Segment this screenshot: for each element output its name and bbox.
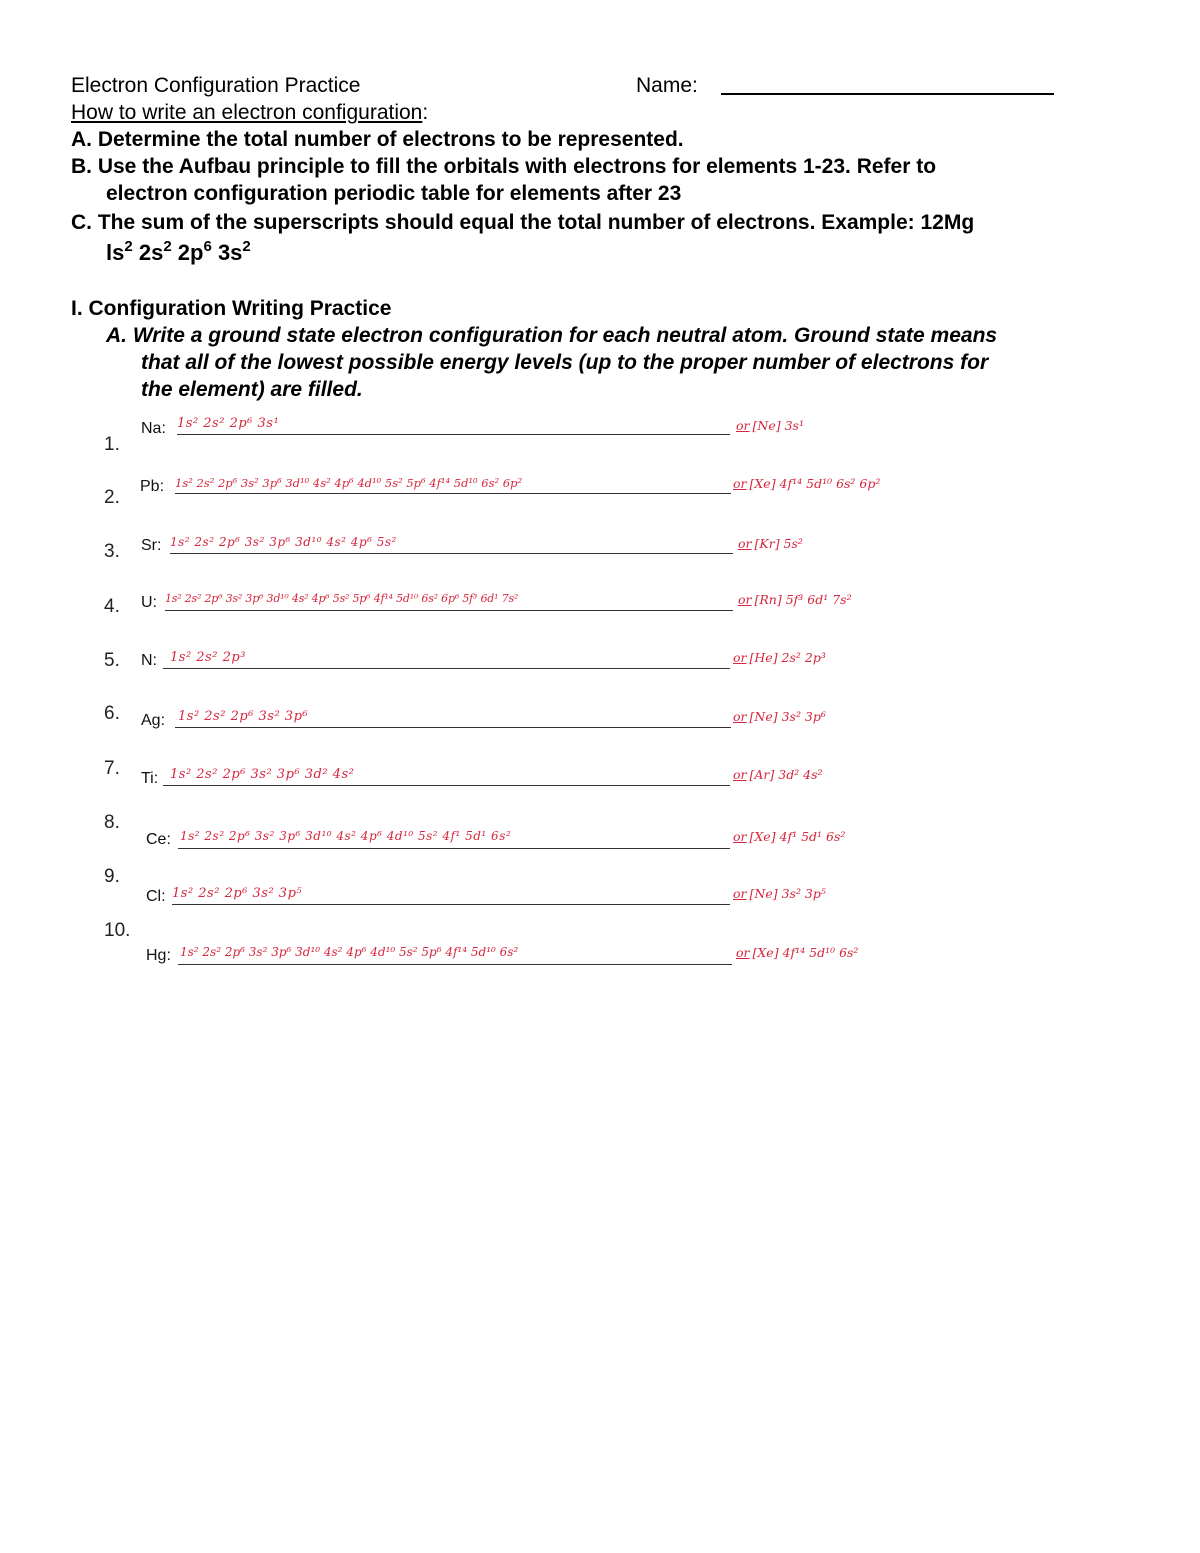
- shorthand-answer: [733, 476, 880, 491]
- element-label: Cl:: [146, 888, 166, 905]
- or-label: or: [733, 650, 747, 665]
- question-number: 6.: [104, 703, 120, 724]
- example-orbital: 3s: [217, 240, 243, 265]
- instruction-line2: that all of the lowest possible energy levels (up to the proper number of electrons for: [141, 351, 989, 374]
- question-number: 7.: [104, 758, 120, 779]
- element-label: Pb:: [140, 478, 165, 495]
- section-heading: I. Configuration Writing Practice: [71, 297, 392, 320]
- noble-gas-notation: [Xe] 4f¹ 5d¹ 6s²: [749, 829, 846, 844]
- question-row: [0, 476, 1200, 526]
- noble-gas-notation: [Kr] 5s²: [754, 536, 803, 551]
- answer-handwriting[interactable]: 1s² 2s² 2p⁶ 3s² 3p⁶: [178, 709, 309, 724]
- noble-gas-notation: [Ne] 3s² 3p⁵: [749, 886, 826, 901]
- question-row: [0, 535, 1200, 585]
- answer-handwriting[interactable]: 1s² 2s² 2p⁶ 3s² 3p⁵: [172, 886, 303, 901]
- step-b-line2: electron configuration periodic table for elements after 23: [106, 182, 682, 205]
- or-label: or: [733, 886, 747, 901]
- noble-gas-notation: [He] 2s² 2p³: [749, 650, 826, 665]
- answer-handwriting[interactable]: 1s² 2s² 2p⁶ 3s¹: [177, 416, 280, 431]
- question-row: [0, 650, 1200, 700]
- element-label: Ce:: [146, 831, 171, 848]
- how-to-heading: [71, 100, 428, 126]
- name-label: Name:: [636, 74, 698, 97]
- example-superscript: 2: [124, 237, 133, 255]
- question-row: [0, 703, 1200, 753]
- worksheet-title: Electron Configuration Practice: [71, 74, 361, 97]
- noble-gas-notation: [Ne] 3s¹: [752, 418, 804, 433]
- answer-line: [170, 553, 733, 554]
- question-row: [0, 758, 1200, 808]
- answer-handwriting[interactable]: 1s² 2s² 2p⁶ 3s² 3p⁶ 3d¹⁰ 4s² 4p⁶ 4d¹⁰ 5s² 5p⁶ 4f¹⁴ 5d¹⁰ 6s² 6p²: [175, 476, 523, 490]
- element-label: Na:: [141, 420, 166, 437]
- noble-gas-notation: [Xe] 4f¹⁴ 5d¹⁰ 6s² 6p²: [749, 476, 881, 491]
- question-number: 4.: [104, 596, 120, 617]
- shorthand-answer: [738, 536, 803, 551]
- answer-handwriting[interactable]: 1s² 2s² 2p³: [170, 650, 246, 665]
- shorthand-answer: [736, 945, 858, 960]
- answer-line: [175, 493, 731, 494]
- example-configuration: [106, 237, 251, 266]
- shorthand-answer: [733, 886, 826, 901]
- shorthand-answer: [733, 767, 823, 782]
- shorthand-answer: [736, 418, 804, 433]
- noble-gas-notation: [Rn] 5f³ 6d¹ 7s²: [754, 592, 852, 607]
- question-number: 10.: [104, 920, 131, 941]
- answer-handwriting[interactable]: 1s² 2s² 2p⁶ 3s² 3p⁶ 3d¹⁰ 4s² 4p⁶ 4d¹⁰ 5s² 4f¹ 5d¹ 6s²: [180, 829, 512, 843]
- question-number: 1.: [104, 434, 120, 455]
- how-to-heading-colon: :: [422, 101, 429, 124]
- question-row: [0, 866, 1200, 916]
- or-label: or: [733, 476, 747, 491]
- answer-line: [177, 434, 730, 435]
- question-row: [0, 418, 1200, 468]
- step-b-line1: B. Use the Aufbau principle to fill the orbitals with electrons for elements 1-23. Refer to: [71, 155, 937, 178]
- question-number: 8.: [104, 812, 120, 833]
- element-label: Ti:: [141, 770, 159, 787]
- answer-handwriting[interactable]: 1s² 2s² 2p⁶ 3s² 3p⁶ 3d¹⁰ 4s² 4p⁶ 4d¹⁰ 5s² 5p⁶ 4f¹⁴ 5d¹⁰ 6s²: [180, 945, 519, 959]
- or-label: or: [738, 592, 752, 607]
- step-a: A. Determine the total number of electrons to be represented.: [71, 128, 684, 151]
- example-orbital: 2p: [177, 240, 204, 265]
- answer-line: [178, 964, 732, 965]
- question-number: 9.: [104, 866, 120, 887]
- answer-handwriting[interactable]: 1s² 2s² 2p⁶ 3s² 3p⁶ 3d¹⁰ 4s² 4p⁶ 5s² 5p⁶ 4f¹⁴ 5d¹⁰ 6s² 6p⁶ 5f³ 6d¹ 7s²: [165, 592, 519, 605]
- shorthand-answer: [733, 829, 845, 844]
- element-label: N:: [141, 652, 157, 669]
- question-number: 3.: [104, 541, 120, 562]
- name-blank-line[interactable]: [721, 93, 1054, 95]
- instruction-line3: the element) are filled.: [141, 378, 363, 401]
- element-label: Hg:: [146, 947, 171, 964]
- example-superscript: 2: [242, 237, 251, 255]
- question-number: 2.: [104, 487, 120, 508]
- example-orbital: 2s: [138, 240, 164, 265]
- question-row: [0, 920, 1200, 970]
- or-label: or: [738, 536, 752, 551]
- answer-line: [163, 668, 730, 669]
- or-label: or: [736, 945, 750, 960]
- noble-gas-notation: [Ar] 3d² 4s²: [749, 767, 823, 782]
- step-c-line1: C. The sum of the superscripts should equal the total number of electrons. Example: 12Mg: [71, 211, 975, 234]
- shorthand-answer: [733, 650, 826, 665]
- noble-gas-notation: [Ne] 3s² 3p⁶: [749, 709, 826, 724]
- answer-line: [178, 848, 730, 849]
- element-label: U:: [141, 594, 157, 611]
- or-label: or: [733, 767, 747, 782]
- example-orbital: ls: [106, 240, 125, 265]
- noble-gas-notation: [Xe] 4f¹⁴ 5d¹⁰ 6s²: [752, 945, 859, 960]
- question-row: [0, 812, 1200, 862]
- shorthand-answer: [738, 592, 852, 607]
- answer-line: [175, 727, 731, 728]
- answer-handwriting[interactable]: 1s² 2s² 2p⁶ 3s² 3p⁶ 3d¹⁰ 4s² 4p⁶ 5s²: [170, 535, 397, 549]
- question-row: [0, 592, 1200, 642]
- or-label: or: [733, 829, 747, 844]
- element-label: Ag:: [141, 712, 166, 729]
- shorthand-answer: [733, 709, 826, 724]
- example-superscript: 2: [163, 237, 172, 255]
- answer-line: [163, 785, 730, 786]
- how-to-heading-text: How to write an electron configuration: [71, 101, 423, 124]
- example-superscript: 6: [203, 237, 212, 255]
- question-number: 5.: [104, 650, 120, 671]
- element-label: Sr:: [141, 537, 162, 554]
- or-label: or: [736, 418, 750, 433]
- answer-line: [165, 610, 733, 611]
- answer-handwriting[interactable]: 1s² 2s² 2p⁶ 3s² 3p⁶ 3d² 4s²: [170, 767, 355, 782]
- answer-line: [172, 904, 730, 905]
- instruction-line1: A. Write a ground state electron configuration for each neutral atom. Ground state means: [106, 324, 998, 347]
- or-label: or: [733, 709, 747, 724]
